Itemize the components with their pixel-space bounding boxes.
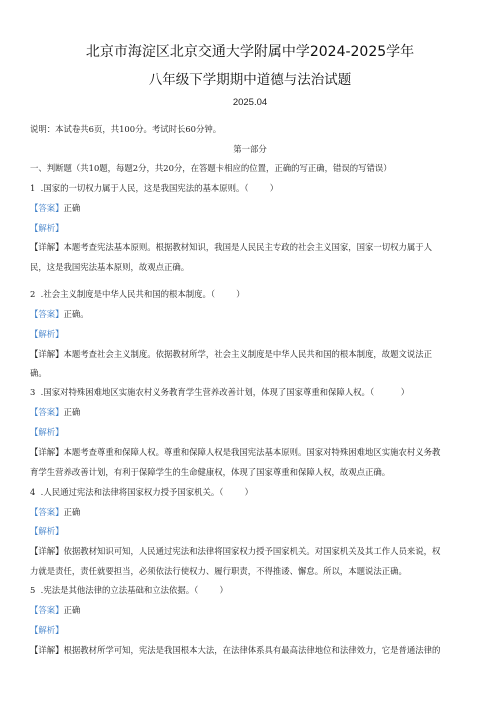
answer-3: [30, 407, 470, 418]
question-5: 5 .宪法是其他法律的立法基础和立法依据。（ ）: [30, 585, 228, 595]
detail-3-line-2: 育学生营养改善计划，有利于保障学生的生命健康权，体现了国家尊重和保障人权，故观点正确。: [30, 467, 391, 477]
question-2: 2 .社会主义制度是中华人民共和国的根本制度。（ ）: [30, 289, 245, 299]
section-instructions: 一、判断题（共10题，每题2分，共20分，在答题卡相应的位置，正确的写正确，错误的写错误）: [30, 163, 392, 173]
detail-4-line-1: [30, 546, 470, 557]
analysis-4: [30, 526, 470, 537]
detail-4-line-2: 力就是责任，责任就要担当，必须依法行使权力、履行职责，不得推诿、懈怠。所以，本题说法正确。: [30, 566, 407, 576]
detail-tag: 【详解】: [30, 349, 64, 359]
analysis-tag: 【解析】: [30, 526, 64, 536]
answer-tag: 【答案】: [30, 605, 64, 615]
exam-note: 说明：本试卷共6页，共100分。考试时长60分钟。: [30, 124, 222, 134]
detail-text: 本题考查宪法基本原则。根据教材知识，我国是人民民主专政的社会主义国家，国家一切权力属于人: [63, 242, 432, 252]
detail-1-line-2: 民，这是我国宪法基本原则，故观点正确。: [30, 262, 190, 272]
question-1: 1 .国家的一切权力属于人民，这是我国宪法的基本原则。（ ）: [30, 183, 279, 193]
answer-value: 正确: [63, 203, 81, 213]
detail-5-line-1: [30, 645, 470, 656]
detail-tag: 【详解】: [30, 546, 64, 556]
detail-tag: 【详解】: [30, 645, 64, 655]
detail-tag: 【详解】: [30, 447, 64, 457]
detail-tag: 【详解】: [30, 242, 64, 252]
analysis-3: [30, 427, 470, 438]
detail-text: 本题考查尊重和保障人权。尊重和保障人权是我国宪法基本原则。国家对特殊困难地区实施农村义务教: [63, 447, 441, 457]
detail-text: 本题考查社会主义制度。依据教材所学，社会主义制度是中华人民共和国的根本制度，故题文说法正: [63, 349, 432, 359]
analysis-tag: 【解析】: [30, 223, 64, 233]
question-4: 4 .人民通过宪法和法律将国家权力授予国家机关。（ ）: [30, 487, 254, 497]
document-subtitle: 八年级下学期期中道德与法治试题: [148, 72, 352, 88]
analysis-2: [30, 329, 470, 340]
detail-1-line-1: [30, 242, 470, 253]
answer-tag: 【答案】: [30, 507, 64, 517]
analysis-tag: 【解析】: [30, 329, 64, 339]
answer-value: 正确。: [63, 309, 89, 319]
question-3: 3 .国家对特殊困难地区实施农村义务教育学生营养改善计划，体现了国家尊重和保障人权。（ ）: [30, 387, 410, 397]
answer-value: 正确: [63, 605, 81, 615]
answer-tag: 【答案】: [30, 309, 64, 319]
answer-1: [30, 203, 470, 214]
analysis-1: [30, 223, 470, 234]
analysis-tag: 【解析】: [30, 427, 64, 437]
detail-2-line-1: [30, 349, 470, 360]
answer-4: [30, 507, 470, 518]
answer-value: 正确: [63, 507, 81, 517]
detail-3-line-1: [30, 447, 470, 458]
analysis-tag: 【解析】: [30, 625, 64, 635]
analysis-5: [30, 625, 470, 636]
answer-2: [30, 309, 470, 320]
detail-2-line-2: 确。: [30, 368, 47, 378]
exam-date: 2025.04: [232, 97, 268, 108]
detail-text: 依据教材知识可知，人民通过宪法和法律将国家权力授予国家机关。对国家机关及其工作人员来说，权: [63, 546, 441, 556]
answer-value: 正确: [63, 407, 81, 417]
answer-5: [30, 605, 470, 616]
document-title: 北京市海淀区北京交通大学附属中学2024-2025学年: [85, 44, 415, 60]
answer-tag: 【答案】: [30, 203, 64, 213]
part-heading: 第一部分: [233, 144, 267, 154]
answer-tag: 【答案】: [30, 407, 64, 417]
detail-text: 根据教材所学可知，宪法是我国根本大法，在法律体系具有最高法律地位和法律效力，它是普通法律的: [63, 645, 441, 655]
